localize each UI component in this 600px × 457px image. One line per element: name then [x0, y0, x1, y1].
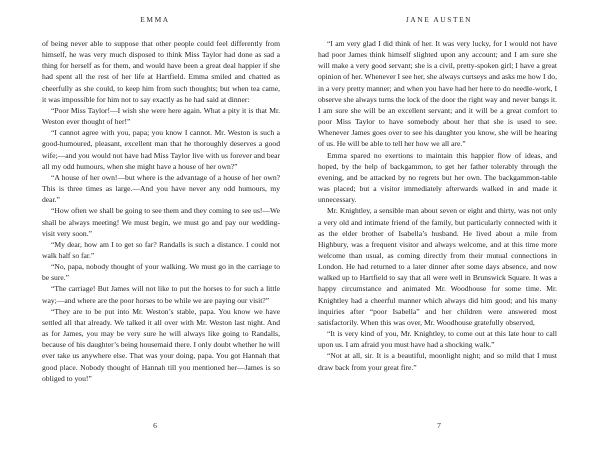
- paragraph: “Poor Miss Taylor!—I wish she were here again. What a pity it is that Mr. Weston ever thought of her!”: [42, 105, 280, 127]
- paragraph: “My dear, how am I to get so far? Randalls is such a distance. I could not walk half so far.”: [42, 239, 280, 260]
- page-number-right: 7: [437, 421, 441, 430]
- paragraph: “A house of her own!—but where is the advantage of a house of her own? This is three times as large.—And you have never any odd humours, my dear.”: [42, 172, 280, 205]
- paragraph: Mr. Knightley, a sensible man about seven or eight and thirty, was not only a very old and intimate friend of the family, but particularly connected with it as the elder brother of Isabella’s husband. He lived about a mile from Highbury, was a frequent visitor and always welcome, and at this time more welcome than usual, as coming directly from their mutual connections in London. He had returned to a later dinner after some days absence, and now walked up to Hartfield to say that all were well in Brunswick Square. It was a happy circumstance and animated Mr. Woodhouse for some time. Mr. Knightley had a cheerful manner which always did him good; and his many inquiries after “poor Isabella” and her children were answered most satisfactorily. When this was over, Mr. Woodhouse gratefully observed,: [318, 206, 557, 327]
- paragraph: “I am very glad I did think of her. It was very lucky, for I would not have had poor James think himself slighted upon any account; and I am sure she will make a very good servant; she is a civil, pretty-spoken girl; I have a great opinion of her. Whenever I see her, she always curtseys and asks me how I do, in a very pretty manner; and when you have had her here to do needle-work, I observe she always turns the lock of the door the right way and never bangs it. I am sure she will be an excellent servant; and it will be a great comfort to poor Miss Taylor to have somebody about her that she is used to see. Whenever James goes over to see his daughter you know, she will be hearing of us. He will be able to tell her how we all are.”: [318, 39, 557, 149]
- page-number-left: 6: [153, 421, 157, 430]
- paragraph: “No, papa, nobody thought of your walking. We must go in the carriage to be sure.”: [42, 262, 280, 283]
- right-page: [300, 0, 600, 457]
- paragraph: “They are to be put into Mr. Weston’s stable, papa. You know we have settled all that already. We talked it all over with Mr. Weston last night. And as for James, you may be very sure he will always like going to Randalls, because of his daughter’s being housemaid there. I only doubt whether he will ever take us anywhere else. That was your doing, papa. You got Hannah that good place. Nobody thought of Hannah till you mentioned her—James is so obliged to you!”: [42, 306, 280, 383]
- paragraph: “How often we shall be going to see them and they coming to see us!—We shall be always meeting! We must begin, we must go and pay our wedding-visit very soon.”: [42, 206, 280, 238]
- paragraph: Emma spared no exertions to maintain this happier flow of ideas, and hoped, by the help of backgammon, to get her father tolerably through the evening, and be attacked by no regrets but her own. The backgammon-table was placed; but a visitor immediately afterwards walked in and made it unnecessary.: [318, 150, 557, 205]
- left-page-text: [42, 38, 280, 384]
- paragraph: “The carriage! But James will not like to put the horses to for such a little way;—and where are the poor horses to be while we are paying our visit?”: [42, 284, 280, 305]
- running-head-right: JANE AUSTEN: [405, 15, 473, 24]
- running-head-left: EMMA: [140, 15, 170, 24]
- paragraph: “I cannot agree with you, papa; you know I cannot. Mr. Weston is such a good-humoured, pleasant, excellent man that he thoroughly deserves a good wife;—and you would not have had Miss Taylor live with us forever and bear all my odd humours, when she might have a house of her own?”: [42, 128, 280, 171]
- right-page-text: [318, 38, 557, 373]
- paragraph: “It is very kind of you, Mr. Knightley, to come out at this late hour to call upon us. I am afraid you must have had a shocking walk.”: [318, 329, 557, 350]
- paragraph: of being never able to suppose that other people could feel differently from himself, he was very much disposed to think Miss Taylor had done as sad a thing for herself as for them, and would have been a great deal happier if she had spent all the rest of her life at Hartfield. Emma smiled and chatted as cheerfully as she could, to keep him from such thoughts; but when tea came, it was impossible for him not to say exactly as he had said at dinner:: [42, 39, 280, 104]
- paragraph: “Not at all, sir. It is a beautiful, moonlight night; and so mild that I must draw back from your great fire.”: [318, 351, 557, 372]
